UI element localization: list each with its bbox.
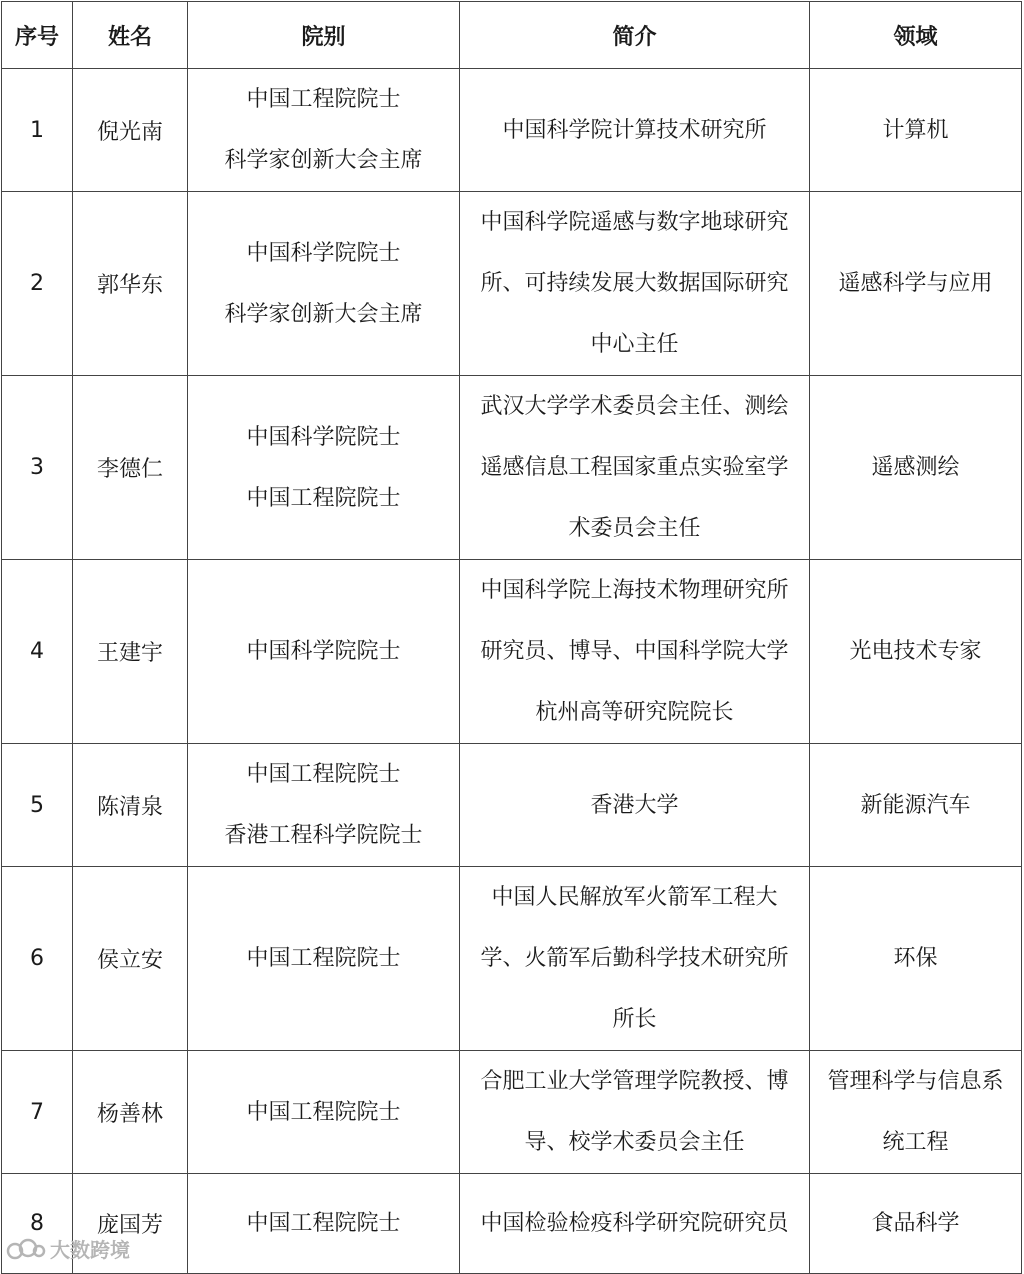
watermark-logo-icon [6,1238,46,1260]
table-row [2,192,1022,376]
cell-no: 7 [2,1051,73,1174]
cell-intro-line: 研究员、博导、中国科学院大学 [480,639,789,664]
cell-intro-line: 所、可持续发展大数据国际研究 [480,271,789,296]
cell-intro-line: 中国科学院计算技术研究所 [502,117,767,143]
cell-intro-line: 中心主任 [590,332,679,357]
cell-academy [188,744,460,867]
header-academy: 院别 [188,2,460,69]
cell-intro [460,1051,810,1174]
cell-academy-line: 中国工程院院士 [246,946,401,971]
cell-intro-line: 术委员会主任 [568,516,701,541]
cell-name: 杨善林 [73,1051,188,1174]
cell-academy [188,376,460,560]
cell-field [810,1051,1022,1174]
cell-intro [460,192,810,376]
cell-name: 庞国芳 [73,1174,188,1274]
cell-intro-line: 合肥工业大学管理学院教授、博 [480,1069,789,1094]
cell-field [810,744,1022,867]
cell-academy [188,192,460,376]
cell-field [810,376,1022,560]
cell-intro [460,867,810,1051]
cell-field [810,69,1022,192]
cell-field-line: 遥感测绘 [871,455,960,480]
cell-intro [460,1174,810,1274]
cell-field-line: 管理科学与信息系 [827,1069,1004,1094]
cell-academy-line: 科学家创新大会主席 [224,148,423,173]
cell-intro-line: 中国科学院遥感与数字地球研究 [480,210,789,235]
cell-name: 侯立安 [73,867,188,1051]
cell-intro-line: 所长 [612,1007,657,1032]
academicians-table [1,1,1022,1274]
cell-no: 4 [2,560,73,744]
header-no: 序号 [2,2,73,69]
cell-intro [460,69,810,192]
table-row [2,69,1022,192]
cell-name: 倪光南 [73,69,188,192]
cell-academy [188,69,460,192]
cell-academy [188,1174,460,1274]
cell-academy-line: 中国工程院院士 [246,762,401,787]
cell-field-line: 光电技术专家 [849,639,982,664]
cell-field [810,192,1022,376]
cell-intro [460,744,810,867]
header-name: 姓名 [73,2,188,69]
cell-academy [188,560,460,744]
cell-no: 5 [2,744,73,867]
cell-field [810,560,1022,744]
cell-field-line: 遥感科学与应用 [838,271,993,296]
cell-field-line: 计算机 [882,117,949,143]
cell-intro-line: 武汉大学学术委员会主任、测绘 [480,394,789,419]
cell-name: 郭华东 [73,192,188,376]
cell-academy-line: 科学家创新大会主席 [224,301,423,327]
table-row [2,867,1022,1051]
cell-no: 3 [2,376,73,560]
cell-no: 1 [2,69,73,192]
cell-field-line: 新能源汽车 [860,792,971,818]
cell-intro-line: 导、校学术委员会主任 [524,1130,745,1155]
cell-academy [188,867,460,1051]
cell-intro-line: 中国人民解放军火箭军工程大 [491,885,778,910]
cell-intro [460,376,810,560]
cell-no: 6 [2,867,73,1051]
table-row [2,744,1022,867]
cell-field-line: 统工程 [882,1130,949,1155]
cell-field-line: 环保 [893,946,938,971]
cell-name: 李德仁 [73,376,188,560]
cell-academy-line: 中国科学院院士 [246,639,401,664]
header-row [2,2,1022,69]
header-field: 领域 [810,2,1022,69]
cell-intro-line: 学、火箭军后勤科学技术研究所 [480,946,789,971]
cell-academy-line: 中国科学院院士 [246,240,401,266]
header-intro: 简介 [460,2,810,69]
cell-academy-line: 香港工程科学院院士 [224,823,423,848]
cell-academy-line: 中国工程院院士 [246,485,401,511]
cell-name: 陈清泉 [73,744,188,867]
cell-academy [188,1051,460,1174]
watermark-text: 大数跨境 [50,1238,130,1262]
cell-academy-line: 中国工程院院士 [246,1099,401,1125]
cell-intro [460,560,810,744]
cell-academy-line: 中国科学院院士 [246,424,401,450]
cell-name: 王建宇 [73,560,188,744]
table-row [2,1174,1022,1274]
cell-intro-line: 中国检验检疫科学研究院研究员 [480,1211,789,1236]
cell-no: 8 [2,1174,73,1274]
table-row [2,1051,1022,1174]
cell-intro-line: 遥感信息工程国家重点实验室学 [480,455,789,480]
cell-field-line: 食品科学 [871,1211,960,1236]
cell-academy-line: 中国工程院院士 [246,1211,401,1236]
watermark [6,1234,130,1263]
cell-no: 2 [2,192,73,376]
cell-field [810,867,1022,1051]
cell-intro-line: 香港大学 [590,792,679,818]
cell-intro-line: 中国科学院上海技术物理研究所 [480,578,789,603]
table-row [2,376,1022,560]
cell-academy-line: 中国工程院院士 [246,87,401,112]
cell-intro-line: 杭州高等研究院院长 [535,700,734,725]
table-row [2,560,1022,744]
cell-field [810,1174,1022,1274]
